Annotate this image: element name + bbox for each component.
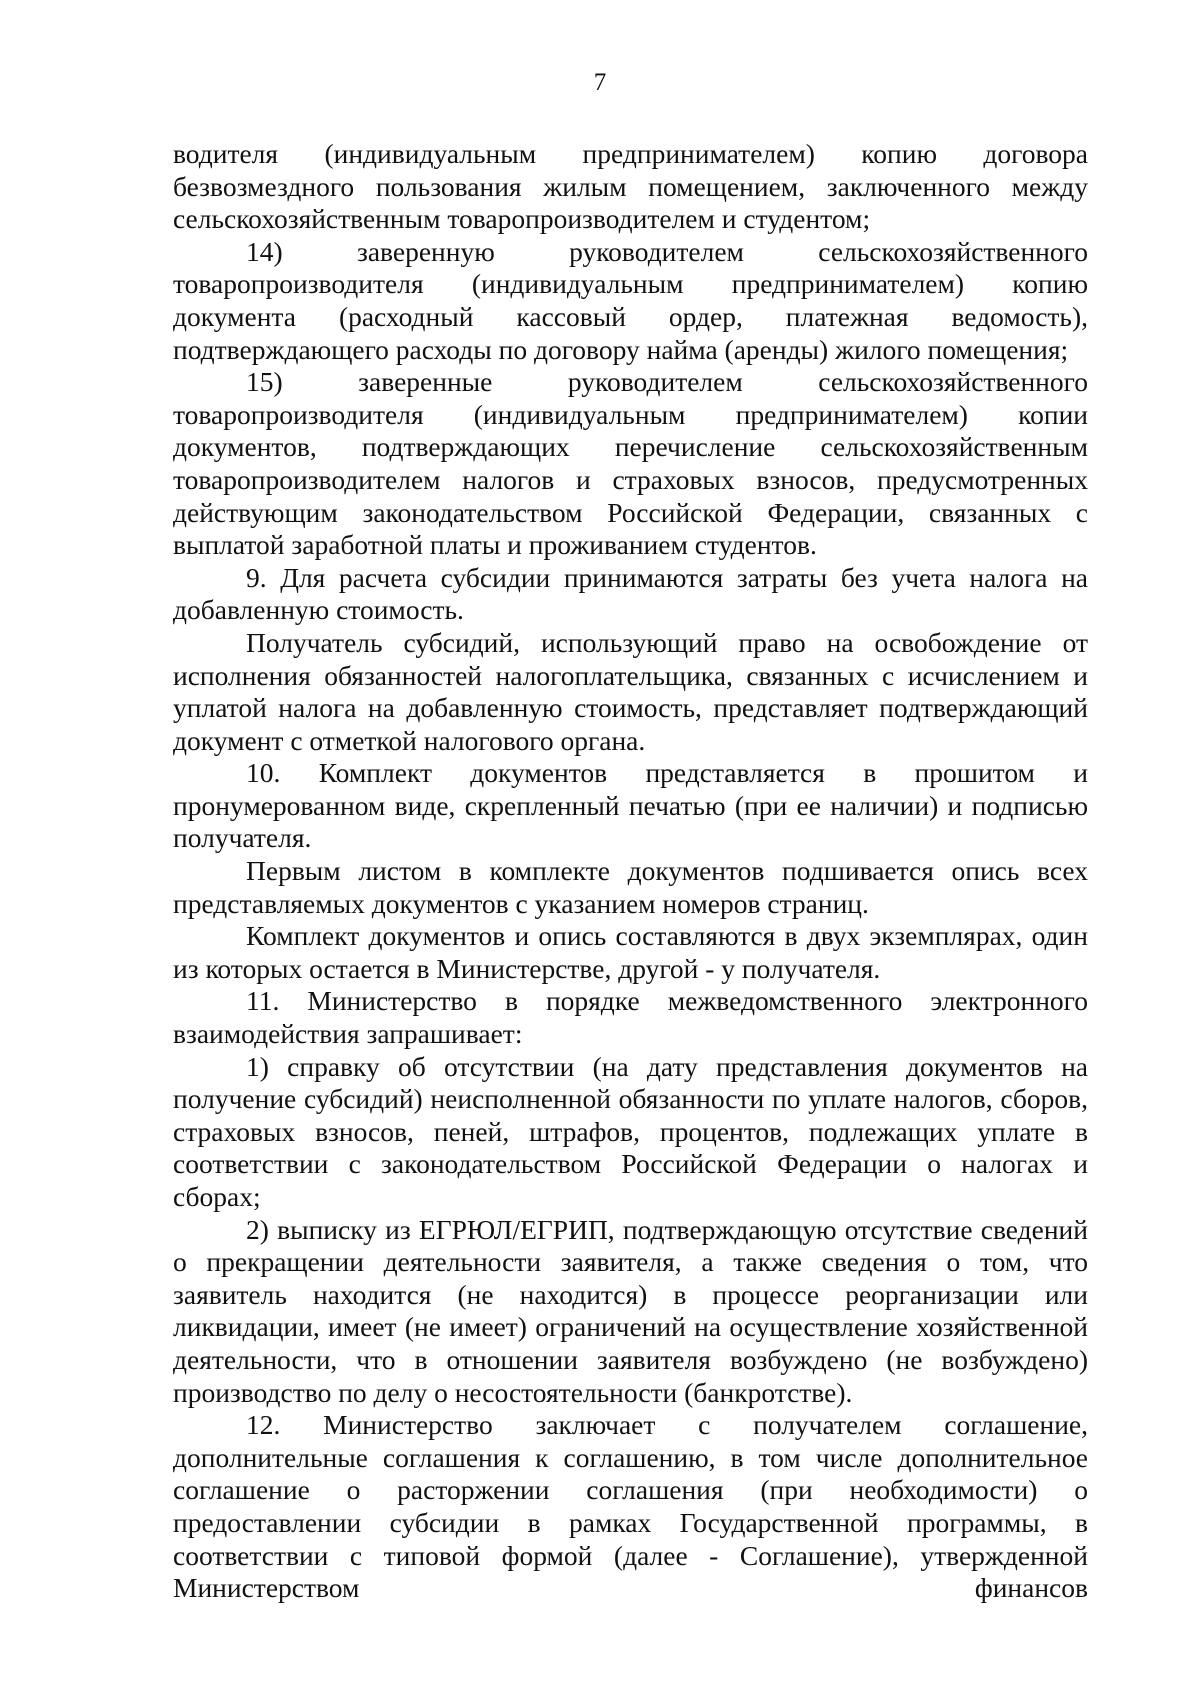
paragraph-clause-12: 12. Министерство заключает с получателем соглашение, дополнительные соглашения к соглашению, в том числе дополнительное соглашение о расторжении соглашения (при необходимости) о предоставлении субсидии в рамках Государственной программы, в соответствии с типовой формой (далее - Соглашение), утвержденной Министерством финансов	[173, 1409, 1088, 1604]
paragraph-request-item-1: 1) справку об отсутствии (на дату представления документов на получение субсидий) неисполненной обязанности по уплате налогов, сборов, страховых взносов, пеней, штрафов, процентов, подлежащих уплате в соответствии с законодательством Российской Федерации о налогах и сборах;	[173, 1050, 1088, 1212]
paragraph-clause-10: 10. Комплект документов представляется в прошитом и пронумерованном виде, скрепленный печатью (при ее наличии) и подписью получателя.	[173, 757, 1088, 854]
paragraph-item-14: 14) заверенную руководителем сельскохозяйственного товаропроизводителя (индивидуальным предпринимателем) копию документа (расходный кассовый ордер, платежная ведомость), подтверждающего расходы по договору найма (аренды) жилого помещения;	[173, 235, 1088, 365]
document-body	[173, 138, 1088, 1605]
paragraph-clause-9: 9. Для расчета субсидии принимаются затраты без учета налога на добавленную стоимость.	[173, 561, 1088, 626]
page-number: 7	[593, 69, 607, 96]
paragraph-vat-exemption: Получатель субсидий, использующий право на освобождение от исполнения обязанностей налогоплательщика, связанных с исчислением и уплатой налога на добавленную стоимость, представляет подтверждающий документ с отметкой налогового органа.	[173, 626, 1088, 756]
paragraph-continuation: водителя (индивидуальным предпринимателем) копию договора безвозмездного пользования жилым помещением, заключенного между сельскохозяйственным товаропроизводителем и студентом;	[173, 138, 1088, 235]
paragraph-two-copies: Комплект документов и опись составляются в двух экземплярах, один из которых остается в Министерстве, другой - у получателя.	[173, 920, 1088, 984]
paragraph-item-15: 15) заверенные руководителем сельскохозяйственного товаропроизводителя (индивидуальным предпринимателем) копии документов, подтверждающих перечисление сельскохозяйственным товаропроизводителем налогов и страховых взносов, предусмотренных действующим законодательством Российской Федерации, связанных с выплатой заработной платы и проживанием студентов.	[173, 366, 1088, 561]
paragraph-inventory-first-sheet: Первым листом в комплекте документов подшивается опись всех представляемых документов с указанием номеров страниц.	[173, 855, 1088, 919]
paragraph-clause-11: 11. Министерство в порядке межведомственного электронного взаимодействия запрашивает:	[173, 985, 1088, 1050]
paragraph-request-item-2: 2) выписку из ЕГРЮЛ/ЕГРИП, подтверждающую отсутствие сведений о прекращении деятельности заявителя, а также сведения о том, что заявитель находится (не находится) в процессе реорганизации или ликвидации, имеет (не имеет) ограничений на осуществление хозяйственной деятельности, что в отношении заявителя возбуждено (не возбуждено) производство по делу о несостоятельности (банкротстве).	[173, 1213, 1088, 1408]
